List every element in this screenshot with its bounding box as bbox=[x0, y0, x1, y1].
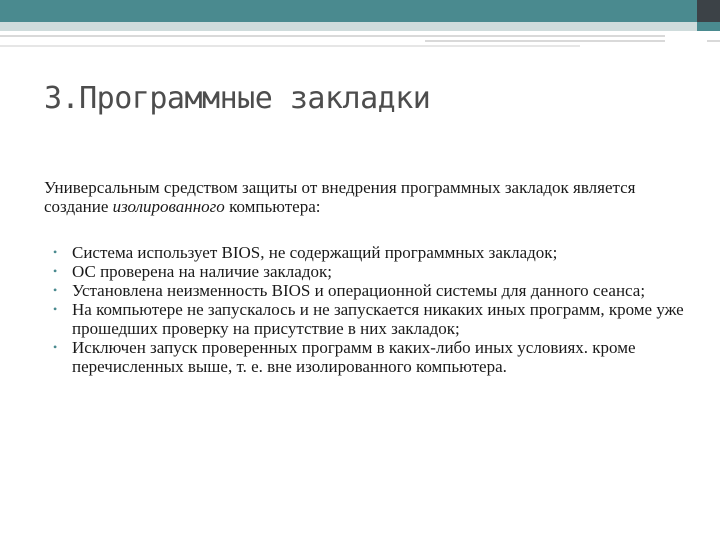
bullet-icon: • bbox=[53, 264, 58, 278]
slide-title: 3.Программные закладки bbox=[44, 81, 431, 116]
bullet-icon: • bbox=[53, 283, 58, 297]
divider-line bbox=[0, 45, 580, 47]
list-item-text: Установлена неизменность BIOS и операционной системы для данного сеанса; bbox=[72, 281, 646, 300]
header-band bbox=[0, 0, 697, 22]
divider-line bbox=[425, 40, 665, 42]
intro-paragraph bbox=[44, 178, 674, 216]
divider-line bbox=[707, 40, 720, 42]
intro-text-end: компьютера: bbox=[224, 197, 321, 216]
list-item bbox=[53, 262, 693, 281]
header-band-dark bbox=[697, 0, 720, 22]
list-item bbox=[53, 300, 693, 338]
list-item-text: Исключен запуск проверенных программ в каких-либо иных условиях. кроме перечисленных выше, т. е. вне изолированного компьютера. bbox=[72, 338, 636, 376]
list-item bbox=[53, 281, 693, 300]
list-item bbox=[53, 338, 693, 376]
intro-text: Универсальным средством защиты от внедрения программных закладок является создание bbox=[44, 178, 636, 216]
intro-emphasis: изолированного bbox=[112, 197, 225, 216]
bullet-icon: • bbox=[53, 302, 58, 316]
header-band-light bbox=[0, 22, 697, 31]
list-item-text: ОС проверена на наличие закладок; bbox=[72, 262, 332, 281]
header-band-accent bbox=[697, 22, 720, 31]
bullet-icon: • bbox=[53, 245, 58, 259]
list-item-text: Система использует BIOS, не содержащий программных закладок; bbox=[72, 243, 558, 262]
list-item bbox=[53, 243, 693, 262]
list-item-text: На компьютере не запускалось и не запускается никаких иных программ, кроме уже прошедших проверку на присутствие в них закладок; bbox=[72, 300, 684, 338]
bullet-list bbox=[53, 243, 693, 376]
divider-line bbox=[0, 35, 665, 37]
bullet-icon: • bbox=[53, 340, 58, 354]
